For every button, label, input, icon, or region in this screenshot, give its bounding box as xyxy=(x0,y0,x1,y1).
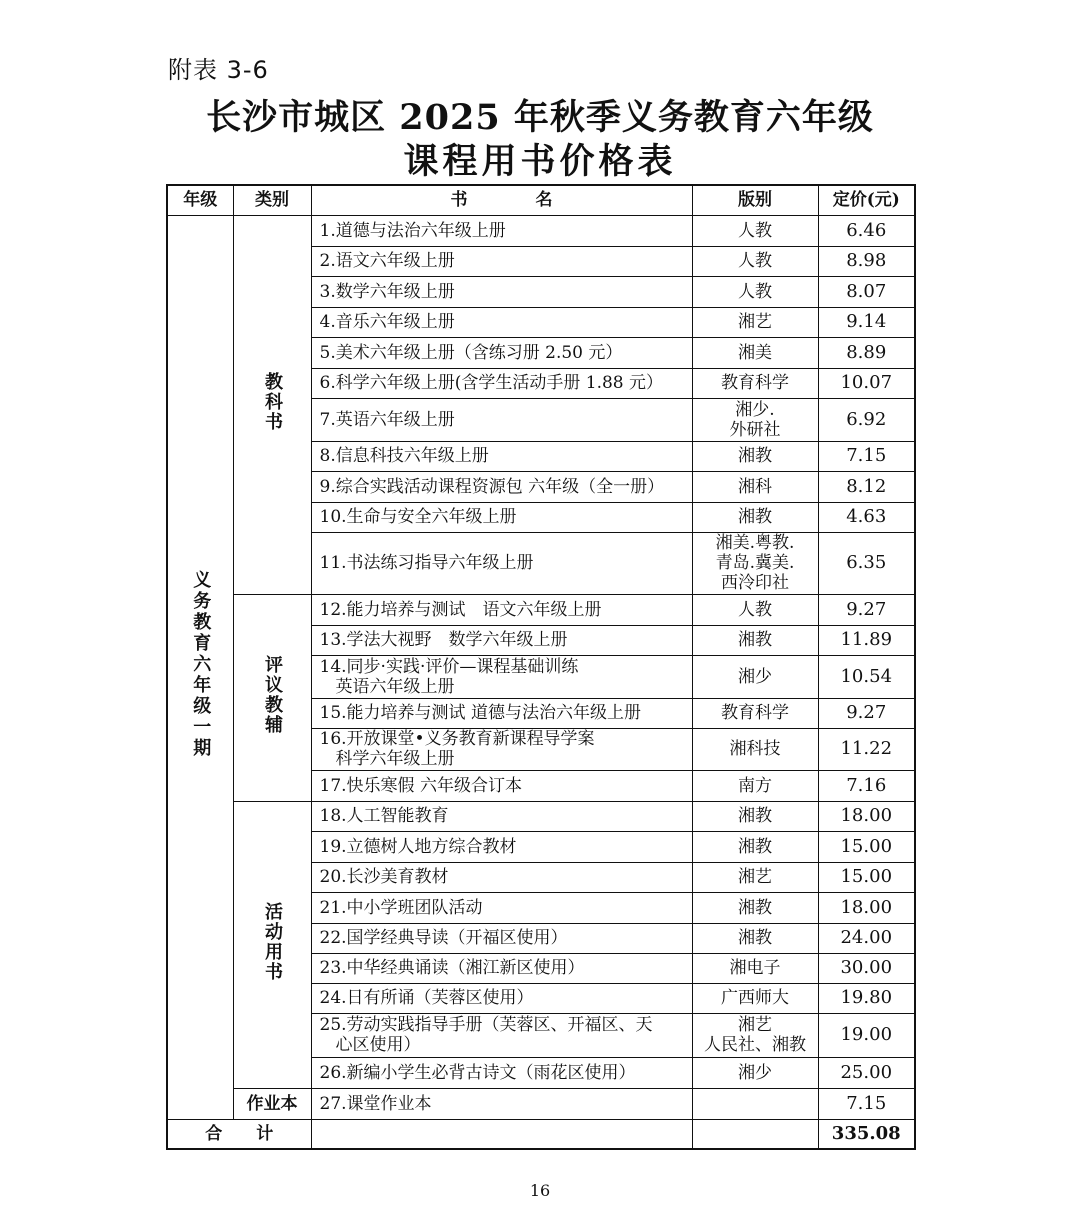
price-cell: 9.14 xyxy=(818,307,915,337)
category-label: 活动用书 xyxy=(262,902,283,982)
edition-cell xyxy=(692,1088,818,1119)
edition-cell xyxy=(692,246,818,276)
book-name-cell xyxy=(311,532,692,594)
edition-cell xyxy=(692,502,818,532)
book-name: 17.快乐寒假 六年级合订本 xyxy=(319,775,522,796)
edition-label: 外研社 xyxy=(729,419,781,440)
book-name: 4.音乐六年级上册 xyxy=(319,312,455,332)
edition-label: 教育科学 xyxy=(721,373,789,393)
table-header-row xyxy=(167,185,915,215)
edition-label: 湘少 xyxy=(738,1062,772,1083)
book-name-cell xyxy=(311,502,692,532)
price-cell: 6.46 xyxy=(818,215,915,246)
book-name-cell xyxy=(311,698,692,728)
book-name-cell xyxy=(311,368,692,398)
page-title-line1: 长沙市城区 2025 年秋季义务教育六年级 xyxy=(206,97,874,138)
edition-cell xyxy=(692,337,818,368)
edition-label: 教育科学 xyxy=(721,703,789,723)
book-name-cell xyxy=(311,441,692,471)
book-name: 科学六年级上册 xyxy=(335,749,455,769)
book-name: 10.生命与安全六年级上册 xyxy=(319,507,517,527)
edition-label: 湘教 xyxy=(738,806,772,826)
book-name: 11.书法练习指导六年级上册 xyxy=(319,553,534,573)
book-name-cell xyxy=(311,625,692,655)
book-name-cell xyxy=(311,307,692,337)
edition-cell xyxy=(692,1057,818,1088)
edition-label: 人教 xyxy=(738,599,772,620)
total-row xyxy=(167,1119,915,1149)
table-row xyxy=(167,1088,915,1119)
price-cell: 11.22 xyxy=(818,728,915,770)
page-title-line2: 课程用书价格表 xyxy=(403,141,677,182)
price-cell: 18.00 xyxy=(818,892,915,923)
book-name: 1.道德与法治六年级上册 xyxy=(319,220,506,241)
book-name: 15.能力培养与测试 道德与法治六年级上册 xyxy=(319,703,641,723)
price-cell: 7.15 xyxy=(818,441,915,471)
book-name-cell xyxy=(311,801,692,831)
price-cell: 9.27 xyxy=(818,698,915,728)
edition-cell xyxy=(692,983,818,1013)
table-row xyxy=(167,215,915,246)
book-name: 8.信息科技六年级上册 xyxy=(319,446,489,466)
price-cell: 10.54 xyxy=(818,655,915,698)
edition-cell xyxy=(692,923,818,953)
total-label: 合 计 xyxy=(167,1119,311,1149)
table-body xyxy=(167,215,915,1119)
edition-cell xyxy=(692,770,818,801)
category-label: 教科书 xyxy=(262,372,283,432)
edition-cell xyxy=(692,831,818,862)
book-name: 20.长沙美育教材 xyxy=(319,867,449,887)
category-cell xyxy=(233,215,311,594)
table-row xyxy=(167,801,915,831)
book-name: 9.综合实践活动课程资源包 六年级（全一册） xyxy=(319,476,665,497)
price-cell: 8.89 xyxy=(818,337,915,368)
total-price: 335.08 xyxy=(818,1119,915,1149)
header-edition: 版别 xyxy=(692,185,818,215)
edition-label: 人教 xyxy=(738,251,772,271)
book-name: 13.学法大视野 数学六年级上册 xyxy=(319,630,568,650)
edition-label: 湘艺 xyxy=(738,312,772,332)
edition-cell xyxy=(692,698,818,728)
category-cell xyxy=(233,801,311,1088)
price-cell: 30.00 xyxy=(818,953,915,983)
book-name: 21.中小学班团队活动 xyxy=(319,897,483,918)
edition-label: 湘电子 xyxy=(729,958,781,978)
book-name-cell xyxy=(311,892,692,923)
edition-cell xyxy=(692,892,818,923)
edition-cell xyxy=(692,441,818,471)
grade-label: 义务教育六年级一期 xyxy=(190,570,212,759)
book-name-cell xyxy=(311,728,692,770)
price-cell: 4.63 xyxy=(818,502,915,532)
edition-cell xyxy=(692,862,818,892)
edition-label: 广西师大 xyxy=(721,988,789,1008)
edition-cell xyxy=(692,1013,818,1057)
price-cell: 15.00 xyxy=(818,831,915,862)
price-cell: 24.00 xyxy=(818,923,915,953)
edition-label: 人教 xyxy=(738,220,772,241)
edition-cell xyxy=(692,953,818,983)
book-name-cell xyxy=(311,246,692,276)
price-cell: 10.07 xyxy=(818,368,915,398)
book-name: 19.立德树人地方综合教材 xyxy=(319,836,517,857)
book-name-cell xyxy=(311,655,692,698)
edition-label: 西泠印社 xyxy=(721,573,789,593)
book-name-cell xyxy=(311,953,692,983)
edition-label: 湘教 xyxy=(738,836,772,857)
edition-cell xyxy=(692,655,818,698)
edition-cell xyxy=(692,471,818,502)
book-name: 5.美术六年级上册（含练习册 2.50 元） xyxy=(319,342,623,363)
book-name-cell xyxy=(311,471,692,502)
header-category: 类别 xyxy=(233,185,311,215)
edition-cell xyxy=(692,215,818,246)
book-name-cell xyxy=(311,862,692,892)
edition-label: 湘艺 xyxy=(738,867,772,887)
edition-label: 湘少 xyxy=(738,666,772,687)
category-cell xyxy=(233,594,311,801)
book-name-cell xyxy=(311,215,692,246)
edition-cell xyxy=(692,368,818,398)
price-cell: 6.92 xyxy=(818,398,915,441)
book-name-cell xyxy=(311,770,692,801)
book-name: 英语六年级上册 xyxy=(335,676,455,697)
price-cell: 25.00 xyxy=(818,1057,915,1088)
price-cell: 11.89 xyxy=(818,625,915,655)
book-name: 心区使用） xyxy=(335,1035,421,1055)
price-cell: 8.98 xyxy=(818,246,915,276)
edition-label: 湘教 xyxy=(738,507,772,527)
book-name-cell xyxy=(311,1057,692,1088)
book-name: 27.课堂作业本 xyxy=(319,1093,432,1114)
book-name: 22.国学经典导读（开福区使用） xyxy=(319,928,568,948)
edition-label: 湘教 xyxy=(738,630,772,650)
book-name: 23.中华经典诵读（湘江新区使用） xyxy=(319,958,585,978)
edition-label: 人民社、湘教 xyxy=(704,1035,806,1055)
book-name-cell xyxy=(311,831,692,862)
edition-cell xyxy=(692,728,818,770)
book-name: 18.人工智能教育 xyxy=(319,806,449,826)
grade-cell xyxy=(167,215,233,1119)
total-empty-name xyxy=(311,1119,692,1149)
header-grade: 年级 xyxy=(167,185,233,215)
header-price: 定价(元) xyxy=(818,185,915,215)
price-cell: 8.12 xyxy=(818,471,915,502)
edition-cell xyxy=(692,398,818,441)
edition-label: 湘艺 xyxy=(738,1015,772,1035)
book-name: 3.数学六年级上册 xyxy=(319,281,455,302)
book-name: 16.开放课堂•义务教育新课程导学案 xyxy=(319,729,595,749)
price-cell: 6.35 xyxy=(818,532,915,594)
table-row xyxy=(167,594,915,625)
book-name-cell xyxy=(311,983,692,1013)
price-cell: 15.00 xyxy=(818,862,915,892)
edition-label: 湘教 xyxy=(738,446,772,466)
edition-cell xyxy=(692,307,818,337)
book-name: 24.日有所诵（芙蓉区使用） xyxy=(319,988,534,1008)
total-empty-edition xyxy=(692,1119,818,1149)
book-name: 25.劳动实践指导手册（芙蓉区、开福区、天 xyxy=(319,1015,653,1035)
edition-label: 湘科技 xyxy=(729,739,781,759)
book-name: 6.科学六年级上册(含学生活动手册 1.88 元） xyxy=(319,373,664,393)
book-name-cell xyxy=(311,276,692,307)
category-cell xyxy=(233,1088,311,1119)
edition-cell xyxy=(692,276,818,307)
page-number: 16 xyxy=(529,1181,551,1200)
edition-label: 湘教 xyxy=(738,928,772,948)
price-cell: 19.80 xyxy=(818,983,915,1013)
edition-label: 湘教 xyxy=(738,897,772,918)
price-table xyxy=(166,184,916,1150)
annex-label: 附表 3-6 xyxy=(168,56,269,84)
edition-label: 青岛.冀美. xyxy=(715,553,795,573)
header-book-name: 书 名 xyxy=(311,185,692,215)
price-cell: 9.27 xyxy=(818,594,915,625)
price-cell: 7.16 xyxy=(818,770,915,801)
category-label: 作业本 xyxy=(246,1093,298,1114)
book-name: 2.语文六年级上册 xyxy=(319,251,455,271)
price-cell: 18.00 xyxy=(818,801,915,831)
category-label: 评议教辅 xyxy=(262,655,283,735)
edition-label: 湘科 xyxy=(738,476,772,497)
book-name-cell xyxy=(311,337,692,368)
book-name-cell xyxy=(311,1088,692,1119)
edition-label: 人教 xyxy=(738,281,772,302)
book-name: 26.新编小学生必背古诗文（雨花区使用） xyxy=(319,1062,636,1083)
edition-cell xyxy=(692,625,818,655)
edition-label: 湘少. xyxy=(735,399,775,420)
edition-label: 湘美.粤教. xyxy=(715,533,795,553)
edition-cell xyxy=(692,594,818,625)
book-name: 7.英语六年级上册 xyxy=(319,409,455,430)
edition-cell xyxy=(692,801,818,831)
book-name-cell xyxy=(311,923,692,953)
price-cell: 7.15 xyxy=(818,1088,915,1119)
edition-label: 湘美 xyxy=(738,342,772,363)
book-name: 12.能力培养与测试 语文六年级上册 xyxy=(319,599,602,620)
edition-cell xyxy=(692,532,818,594)
book-name: 14.同步·实践·评价—课程基础训练 xyxy=(319,656,579,677)
book-name-cell xyxy=(311,398,692,441)
edition-label: 南方 xyxy=(738,775,772,796)
book-name-cell xyxy=(311,594,692,625)
price-cell: 19.00 xyxy=(818,1013,915,1057)
book-name-cell xyxy=(311,1013,692,1057)
price-cell: 8.07 xyxy=(818,276,915,307)
